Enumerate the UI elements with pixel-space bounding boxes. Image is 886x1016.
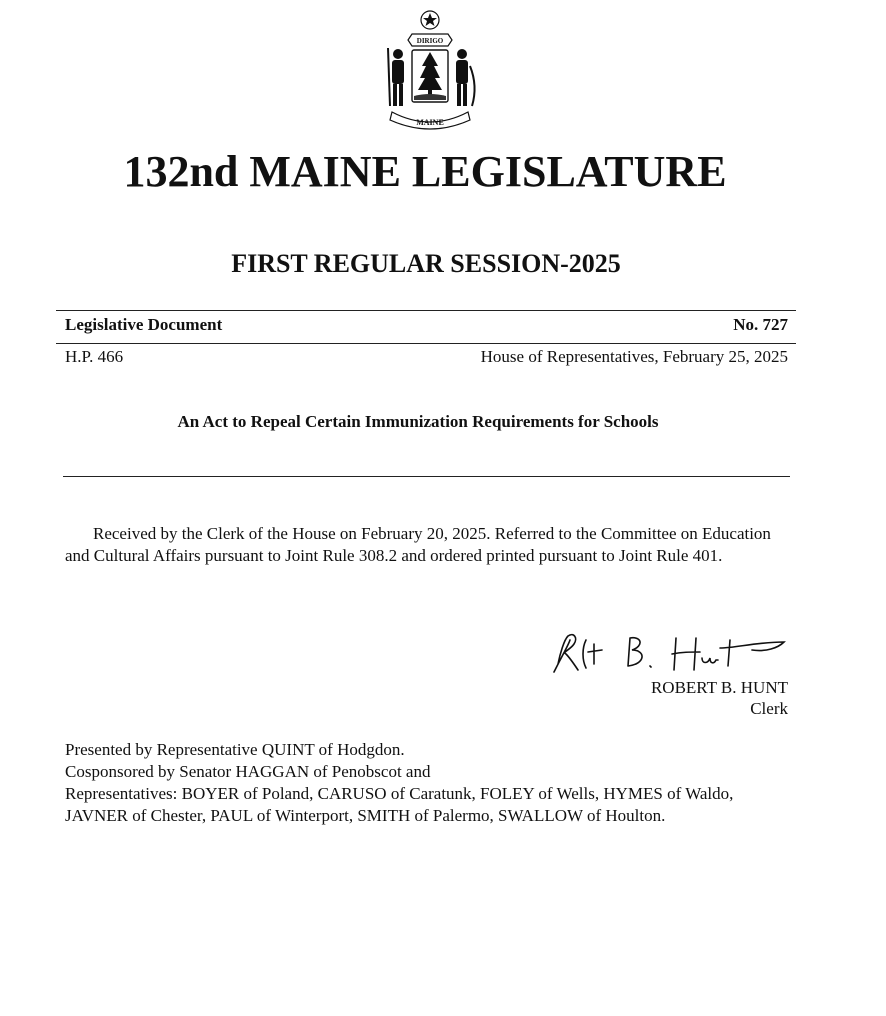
doc-info-top-rule [56,310,796,311]
referral-paragraph: Received by the Clerk of the House on February 20, 2025. Referred to the Committee on Education and Cultural Affairs pursuant to Joint Rule 308.2 and ordered printed pursuant to Joint Rule 401. [65,524,771,565]
maine-state-seal [378,8,482,136]
act-title: An Act to Repeal Certain Immunization Requirements for Schools [177,412,659,431]
doc-number: No. 727 [733,315,788,334]
house-date: House of Representatives, February 25, 2025 [480,347,788,366]
farmer-figure [388,48,404,106]
seal-ribbon-text: MAINE [416,118,444,127]
cosponsored-by: Cosponsored by Senator HAGGAN of Penobscot and [65,762,431,781]
clerk-signature [546,628,794,680]
sailor-figure [456,49,475,106]
legislature-heading: 132nd MAINE LEGISLATURE [123,147,727,196]
cosponsor-representatives: Representatives: BOYER of Poland, CARUSO of Caratunk, FOLEY of Wells, HYMES of Waldo, JAVNER of Chester, PAUL of Winterport, SMITH of Palermo, SWALLOW of Houlton. [65,784,734,825]
seal-banner-text: DIRIGO [416,37,444,45]
doc-label: Legislative Document [65,315,223,334]
title-rule [63,476,790,477]
presented-by: Presented by Representative QUINT of Hodgdon. [65,740,405,759]
clerk-name: ROBERT B. HUNT [650,678,788,697]
hp-number: H.P. 466 [65,347,124,366]
star-icon [421,11,439,29]
doc-info-middle-rule [56,343,796,344]
clerk-title: Clerk [750,699,788,718]
sponsors-block [65,739,795,827]
session-heading: FIRST REGULAR SESSION-2025 [231,249,621,278]
